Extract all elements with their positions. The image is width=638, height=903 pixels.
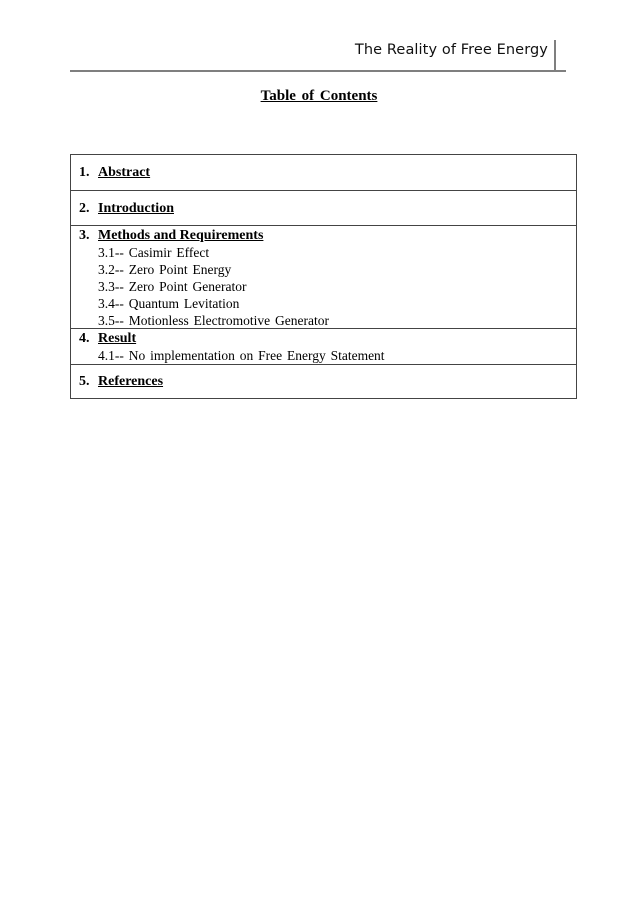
toc-heading: Table of Contents <box>260 88 378 104</box>
section-label: Abstract <box>98 165 151 180</box>
toc-entry-methods[interactable] <box>79 227 576 244</box>
section-label: Result <box>98 331 137 346</box>
toc-entry-result[interactable] <box>79 330 576 347</box>
toc-subentry-quantum-levitation[interactable]: 3.4-- Quantum Levitation <box>98 296 240 311</box>
header-rule <box>70 70 566 72</box>
toc-entry-references[interactable] <box>79 373 576 390</box>
toc-row-references <box>71 364 576 398</box>
document-title: The Reality of Free Energy <box>354 42 548 58</box>
toc-row-result <box>71 328 576 364</box>
toc-entry-introduction[interactable] <box>79 200 576 217</box>
toc-row-methods <box>71 225 576 328</box>
section-label: Introduction <box>98 201 174 216</box>
section-number: 4. <box>79 331 90 346</box>
section-number: 3. <box>79 228 90 243</box>
section-number: 2. <box>79 201 90 216</box>
toc-subentry-zero-point-generator[interactable]: 3.3-- Zero Point Generator <box>98 279 247 294</box>
toc-entry-abstract[interactable] <box>79 164 576 181</box>
toc-subentry-motionless-generator[interactable]: 3.5-- Motionless Electromotive Generator <box>98 313 329 328</box>
section-label: References <box>98 374 164 389</box>
toc-row-abstract <box>71 155 576 190</box>
toc-row-introduction <box>71 190 576 225</box>
toc-table <box>70 154 577 399</box>
section-number: 1. <box>79 165 90 180</box>
page-header <box>70 38 566 72</box>
section-label: Methods and Requirements <box>98 228 264 243</box>
header-vertical-rule <box>554 40 556 70</box>
toc-subentry-casimir-effect[interactable]: 3.1-- Casimir Effect <box>98 245 210 260</box>
toc-subentry-no-implementation[interactable]: 4.1-- No implementation on Free Energy Statement <box>98 348 385 363</box>
section-number: 5. <box>79 374 90 389</box>
toc-subentry-zero-point-energy[interactable]: 3.2-- Zero Point Energy <box>98 262 232 277</box>
